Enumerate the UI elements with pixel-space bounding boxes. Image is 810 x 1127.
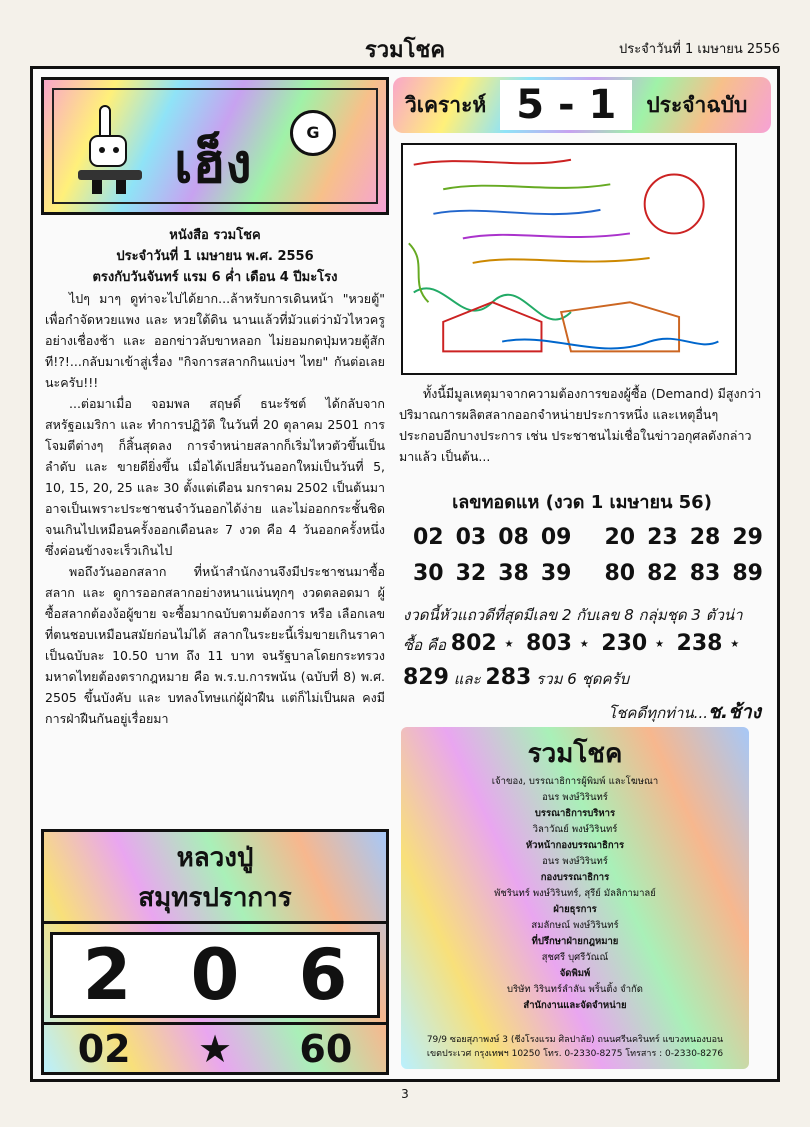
lucky-number: 89 (732, 561, 763, 586)
logo-inner-frame (52, 88, 378, 204)
luang-pu-box (41, 829, 389, 1075)
lucky-group-1b (605, 525, 764, 550)
article-headline-3: ตรงกับวันจันทร์ แรม 6 ค่ำ เดือน 4 ปีมะโรง (92, 270, 338, 285)
luang-pu-title-line-2: สมุทรปราการ (138, 883, 292, 913)
star-icon: ⋆ (577, 631, 591, 655)
lucky-number: 02 (413, 525, 444, 550)
masthead-line: สำนักงานและจัดจำหน่าย (523, 1000, 627, 1011)
lucky-group-2a (413, 561, 572, 586)
star-icon: ⋆ (728, 631, 742, 655)
article-headline-2: ประจำวันที่ 1 เมษายน พ.ศ. 2556 (116, 249, 314, 264)
masthead-line: อนร พงษ์วิรินทร์ (542, 856, 608, 867)
luang-pair-right: 60 (299, 1026, 353, 1071)
page-number: 3 (401, 1087, 409, 1101)
total-label: รวม 6 ชุดครับ (536, 670, 630, 688)
luang-digit: 2 (82, 934, 132, 1016)
luang-pu-pair (44, 1022, 386, 1072)
address-line-1: 79/9 ซอยสุภาพงษ์ 3 (ชีงโรงแรม ศิลปาลัย) ถนนศรีนครินทร์ แขวงหนองบอน (426, 1035, 724, 1045)
right-column (393, 77, 771, 1075)
masthead-line: จัดพิมพ์ (559, 968, 591, 979)
lucky-number: 32 (455, 561, 487, 586)
luang-pu-title-line-1: หลวงปู่ (176, 843, 254, 873)
signature (608, 697, 761, 727)
lucky-number: 83 (689, 561, 721, 586)
lucky-group-2b (605, 561, 764, 586)
right-paragraph: ทั้งนี้มีมูลเหตุมาจากความต้องการของผู้ซื้อ (Demand) มีสูงกว่าปริมาณการผลิตสลากออกจำหน่ายประการหนึ่ง และเหตุอื่นๆ ประกอบอีกบางประการ เช่น ประชาชนไม่เชื่อในข่าวอกุศลดังกล่าวมาแล้ว เป็นต้น... (399, 386, 762, 464)
logo-panel (41, 77, 389, 215)
logo-emblem-icon: G (290, 110, 336, 156)
lucky-row-1 (413, 525, 763, 550)
logo-wordmark: เฮ็ง (174, 131, 252, 195)
masthead-lines (401, 774, 749, 1014)
brand-title: รวมโชค (364, 38, 446, 63)
article-headline-1: หนังสือ รวมโชค (169, 228, 261, 243)
and-word: และ (453, 670, 481, 688)
buy-line-2 (403, 665, 769, 691)
lucky-set: 230 (601, 631, 648, 656)
masthead-line: ที่ปรึกษาฝ่ายกฎหมาย (531, 936, 619, 947)
page-header (30, 32, 780, 66)
masthead-line: อนร พงษ์วิรินทร์ (542, 792, 608, 803)
lucky-row-2 (413, 561, 763, 586)
issue-date: ประจำวันที่ 1 เมษายน 2556 (618, 42, 780, 57)
masthead-line: กองบรรณาธิการ (540, 872, 610, 883)
lucky-number: 80 (604, 561, 636, 586)
analysis-label: วิเคราะห์ (405, 92, 487, 117)
lucky-number: 09 (540, 525, 572, 550)
lucky-number: 28 (689, 525, 721, 550)
masthead-line: พัชรินทร์ พงษ์วิรินทร์, สุรีย์ มัลลิกามาลย์ (494, 888, 656, 899)
article-paragraph-3: พอถึงวันออกสลาก ที่หน้าสำนักงานจึงมีประชาชนมาซื้อสลาก และ ดูการออกสลากอย่างหนาแน่นทุกๆ งวดตลอดมา ผู้ซื้อสลากต้องง้อผู้ขาย จะซื้อมากฉบับตามต้องการ หรือ เลือกเลขที่ตนชอบเหมือนสมัยก่อนไม่ได้ สลากในระยะนี้เริ่มขายเกินราคาเป็นฉบับละ 10.50 บาท ถึง 11 บาท จนรัฐบาลโดยกระทรวงมหาดไทยต้องตรากฎหมาย คือ พ.ร.บ.การพนัน (ฉบับที่ 8) พ.ศ. 2505 ขึ้นบังคับ และ บทลงโทษแก่ผู้ฝ่าฝืน แต่ก็ไม่เป็นผล คงมีการฝ่าฝืนกันอยู่เรื่อยมา (45, 564, 385, 726)
luang-pu-title (44, 832, 386, 924)
lucky-set: 803 (526, 631, 572, 656)
lucky-number: 08 (498, 525, 529, 550)
masthead-line: ฝ่ายธุรการ (553, 904, 597, 915)
lucky-set: 802 (450, 631, 497, 656)
masthead-address (401, 1033, 749, 1061)
lucky-number: 82 (647, 561, 678, 586)
luang-pu-number (50, 932, 380, 1018)
star-icon: ⋆ (502, 631, 516, 655)
masthead-brand: รวมโชค (527, 739, 623, 769)
luang-digit: 0 (190, 934, 240, 1016)
analysis-issue: ประจำฉบับ (646, 92, 748, 117)
lucky-title: เลขทอดแห (งวด 1 เมษายน 56) (452, 492, 712, 513)
lucky-number: 39 (540, 561, 572, 586)
article (45, 225, 385, 729)
handwritten-chart-image (401, 143, 737, 375)
buy-line (403, 631, 769, 657)
lucky-number: 03 (455, 525, 487, 550)
analysis-number: 5 - 1 (500, 80, 632, 130)
lucky-number: 29 (732, 525, 763, 550)
lucky-group-1a (413, 525, 572, 550)
masthead (401, 727, 749, 1069)
lucky-set: 238 (676, 631, 723, 656)
lucky-number: 20 (604, 525, 636, 550)
analysis-header (393, 77, 771, 133)
left-column (41, 77, 389, 1075)
lucky-number: 30 (413, 561, 444, 586)
masthead-line: บริษัท วิรินทร์ลำลัน พริ้นติ้ง จำกัด (507, 984, 643, 995)
pair-hint: งวดนี้หัวแถวดีที่สุดมีเลข 2 กับเลข 8 กลุ่มชุด 3 ตัวน่า (403, 606, 743, 624)
lucky-set: 283 (485, 665, 532, 690)
page-frame (30, 66, 780, 1082)
address-line-2: เขตประเวศ กรุงเทพฯ 10250 โทร. 0-2330-8275 โทรสาร : 0-2330-8276 (426, 1049, 724, 1059)
lucky-number: 23 (647, 525, 678, 550)
lucky-set: 829 (403, 665, 449, 690)
signature-name: ช.ช้าง (708, 701, 761, 723)
star-icon: ⋆ (653, 631, 666, 655)
signature-prefix: โชคดีทุกท่าน... (608, 704, 709, 722)
buy-prefix: ซื้อ คือ (403, 636, 447, 654)
masthead-line: สุชศรี บุศรีวัณณ์ (541, 952, 609, 963)
masthead-line: เจ้าของ, บรรณาธิการผู้พิมพ์ และโฆษณา (491, 776, 659, 787)
masthead-line: วิลาวัณย์ พงษ์วิรินทร์ (532, 824, 618, 835)
article-paragraph-1: ไปๆ มาๆ ดูท่าจะไปได้ยาก...ล้าหรับการเดินหน้า "หวยตู้" เพื่อกำจัดหวยแพง และ หวยใต้ดิน นานแล้วที่มัวแต่ว่ามัวไหวครูอย่างเชื่องช้า และ ออกข่าวลับขาหลอก ไม่ยอมกดปุ่มหวยตู้สักที!?!...กลับมาเข้าสู่เรื่อง "กิจการสลากกินแบ่งฯ ไทย" กันต่อเลยนะครับ!!! (45, 291, 385, 390)
cartoon-hand-icon (72, 100, 152, 196)
lucky-number: 38 (498, 561, 529, 586)
masthead-line: หัวหน้ากองบรรณาธิการ (525, 840, 625, 851)
luang-pair-left: 02 (77, 1026, 131, 1071)
masthead-line: บรรณาธิการบริหาร (534, 808, 616, 819)
star-icon: ★ (197, 1026, 233, 1071)
luang-digit: 6 (298, 934, 348, 1016)
masthead-line: สมลักษณ์ พงษ์วิรินทร์ (531, 920, 619, 931)
article-paragraph-2: ...ต่อมาเมื่อ จอมพล สฤษดิ์ ธนะรัชต์ ได้กลับจากสหรัฐอเมริกา และ ทำการปฏิวัติ ในวันที่ 20 ตุลาคม 2501 การโจมตีต่างๆ ก็สิ้นสุดลง การจำหน่ายสลากก็เริ่มไหวตัวขึ้นเป็นลำดับ และ ขายดียิ่งขึ้น เมื่อได้เปลี่ยนวันออกใหม่เป็นวันที่ 5, 10, 15, 20, 25 และ 30 ตั้งแต่เดือน มกราคม 2502 เป็นต้นมา อาจเป็นเพราะประชาชนจำวันออกได้ง่าย และไม่ออกกระชั้นชิดจนเกินไปเหมือนครั้งออกเดือนละ 7 งวด คือ 4 วันออกครั้งหนึ่ง ซึ่งค่อนข้างจะเร็วเกินไป (45, 396, 385, 558)
